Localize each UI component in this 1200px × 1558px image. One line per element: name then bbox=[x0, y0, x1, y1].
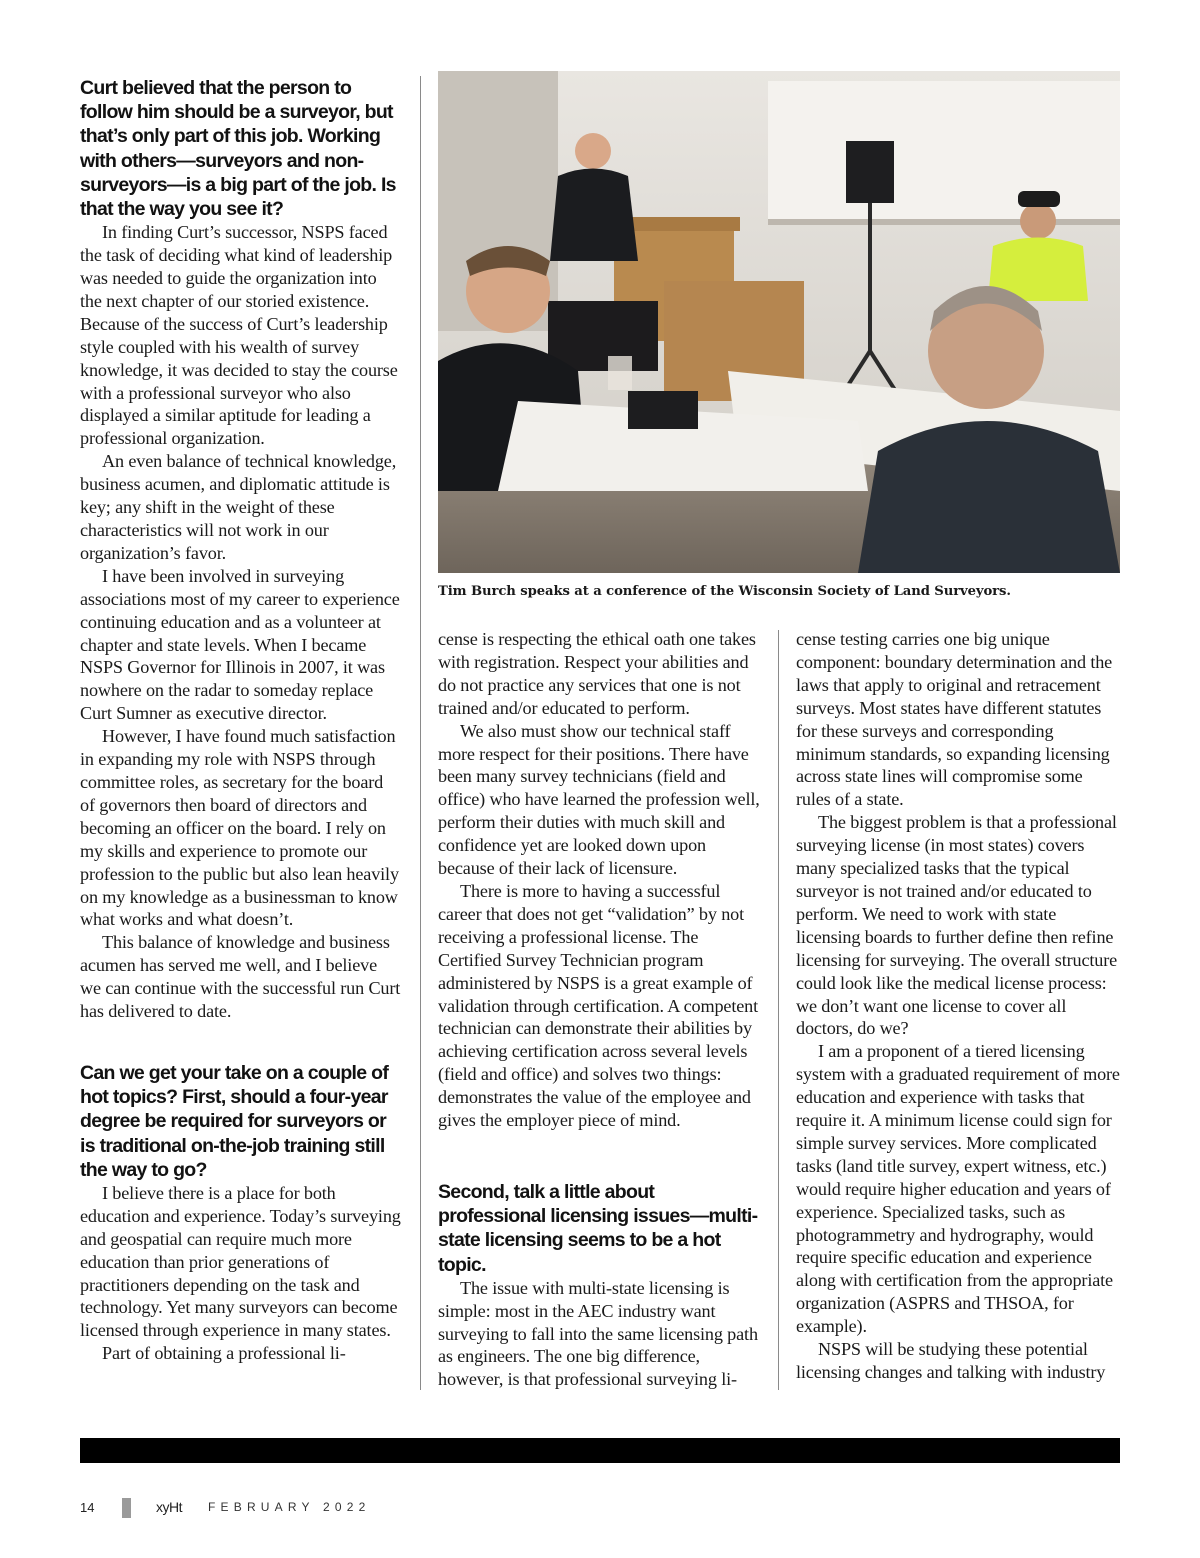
body-paragraph: Part of obtaining a professional li- bbox=[102, 1343, 346, 1364]
body-paragraph: In finding Curt’s successor, NSPS faced the task of deciding what kind of leadership was needed to guide the organization into the next chapter of our storied existence. Because of the success of Curt’s leadership style coupled with his wealth of survey knowledge, it was decided to stay the course with a professional surveyor who also displayed a similar aptitude for leading a professional organization. bbox=[80, 222, 398, 449]
body-paragraph: This balance of knowledge and business acumen has served me well, and I believe we can continue with the successful run Curt has delivered to date. bbox=[80, 932, 401, 1022]
body-paragraph: There is more to having a successful career that does not get “validation” by not receiving a professional license. The Certified Survey Technician program administered by NSPS is a great example of validation through certification. A competent technician can demonstrate their abilities by achieving certification across several levels (field and office) and solves two things: demonstrates the value of the employee and gives the employer piece of mind. bbox=[438, 880, 759, 1131]
conference-photo-illustration bbox=[438, 71, 1120, 573]
interview-question-1: Curt believed that the person to follow him should be a surveyor, but that’s only part of this job. Working with others—surveyors and non-surveyors—is a big part of the job. Is that the way you see it? bbox=[80, 77, 396, 221]
body-paragraph: I am a proponent of a tiered licensing system with a graduated requirement of more education and experience with tasks that require it. A minimum license could sign for simple survey services. More complicated tasks (land title survey, expert witness, etc.) would require higher education and years of experience. Specialized tasks, such as photogrammetry and hydrography, would require specific education and experience along with certification from the appropriate organization (ASPRS and THSOA, for example). bbox=[796, 1041, 1120, 1337]
column-divider bbox=[778, 630, 779, 1390]
folio-marker bbox=[122, 1498, 131, 1518]
body-paragraph: cense is respecting the ethical oath one takes with registration. Respect your abilities and do not practice any services that one is not trained and/or educated to perform. bbox=[438, 629, 756, 718]
column-2 bbox=[438, 628, 760, 1391]
column-3 bbox=[796, 628, 1120, 1384]
body-paragraph: An even balance of technical knowledge, business acumen, and diplomatic attitude is key; any shift in the weight of these characteristics will not work in our organization’s favor. bbox=[80, 451, 397, 563]
conference-photo bbox=[438, 71, 1120, 573]
body-paragraph: cense testing carries one big unique component: boundary determination and the laws that apply to original and retracement surveys. Most states have different statutes for these surveys and corresponding minimum standards, so expanding licensing across state lines will compromise some rules of a state. bbox=[796, 629, 1113, 810]
column-divider bbox=[420, 76, 421, 1390]
body-paragraph: The issue with multi-state licensing is simple: most in the AEC industry want surveying to fall into the same licensing path as engineers. The one big difference, however, is that professional surveying li- bbox=[438, 1277, 758, 1390]
body-paragraph: We also must show our technical staff more respect for their positions. There have been many survey technicians (field and office) who have learned the profession well, perform their duties with much skill and confidence yet are looked down upon because of their lack of licensure. bbox=[438, 720, 760, 879]
interview-question-2: Can we get your take on a couple of hot topics? First, should a four-year degree be required for surveyors or is traditional on-the-job training still the way to go? bbox=[80, 1061, 389, 1181]
magazine-brand: xyHt bbox=[156, 1499, 182, 1515]
body-paragraph: I believe there is a place for both education and experience. Today’s surveying and geospatial can require much more education than prior generations of practitioners depending on the task and technology. Yet many surveyors can become licensed through experience in many states. bbox=[80, 1182, 401, 1341]
column-1 bbox=[80, 76, 402, 1365]
body-paragraph: However, I have found much satisfaction in expanding my role with NSPS through committee roles, as secretary for the board of governors then board of directors and becoming an officer on the board. I rely on my skills and experience to promote our profession to the public but also lean heavily on my knowledge as a businessman to know what works and what doesn’t. bbox=[80, 726, 399, 930]
issue-date: FEBRUARY 2022 bbox=[208, 1500, 371, 1514]
body-paragraph: NSPS will be studying these potential licensing changes and talking with industry bbox=[796, 1339, 1106, 1382]
photo-caption: Tim Burch speaks at a conference of the Wisconsin Society of Land Surveyors. bbox=[438, 584, 1011, 599]
footer-bar bbox=[80, 1438, 1120, 1463]
body-paragraph: The biggest problem is that a professional surveying license (in most states) covers many specialized tasks that the typical surveyor is not trained and/or educated to perform. We need to work with state licensing boards to further define then refine licensing for surveying. The overall structure could look like the medical license process: we don’t want one license to cover all doctors, do we? bbox=[796, 812, 1118, 1039]
body-paragraph: I have been involved in surveying associations most of my career to experience continuing education and as a volunteer at chapter and state levels. When I became NSPS Governor for Illinois in 2007, it was nowhere on the radar to someday replace Curt Sumner as executive director. bbox=[80, 565, 400, 724]
interview-question-3: Second, talk a little about professional licensing issues—multi-state licensing seems to be a hot topic. bbox=[438, 1180, 758, 1276]
page-number: 14 bbox=[80, 1500, 95, 1515]
